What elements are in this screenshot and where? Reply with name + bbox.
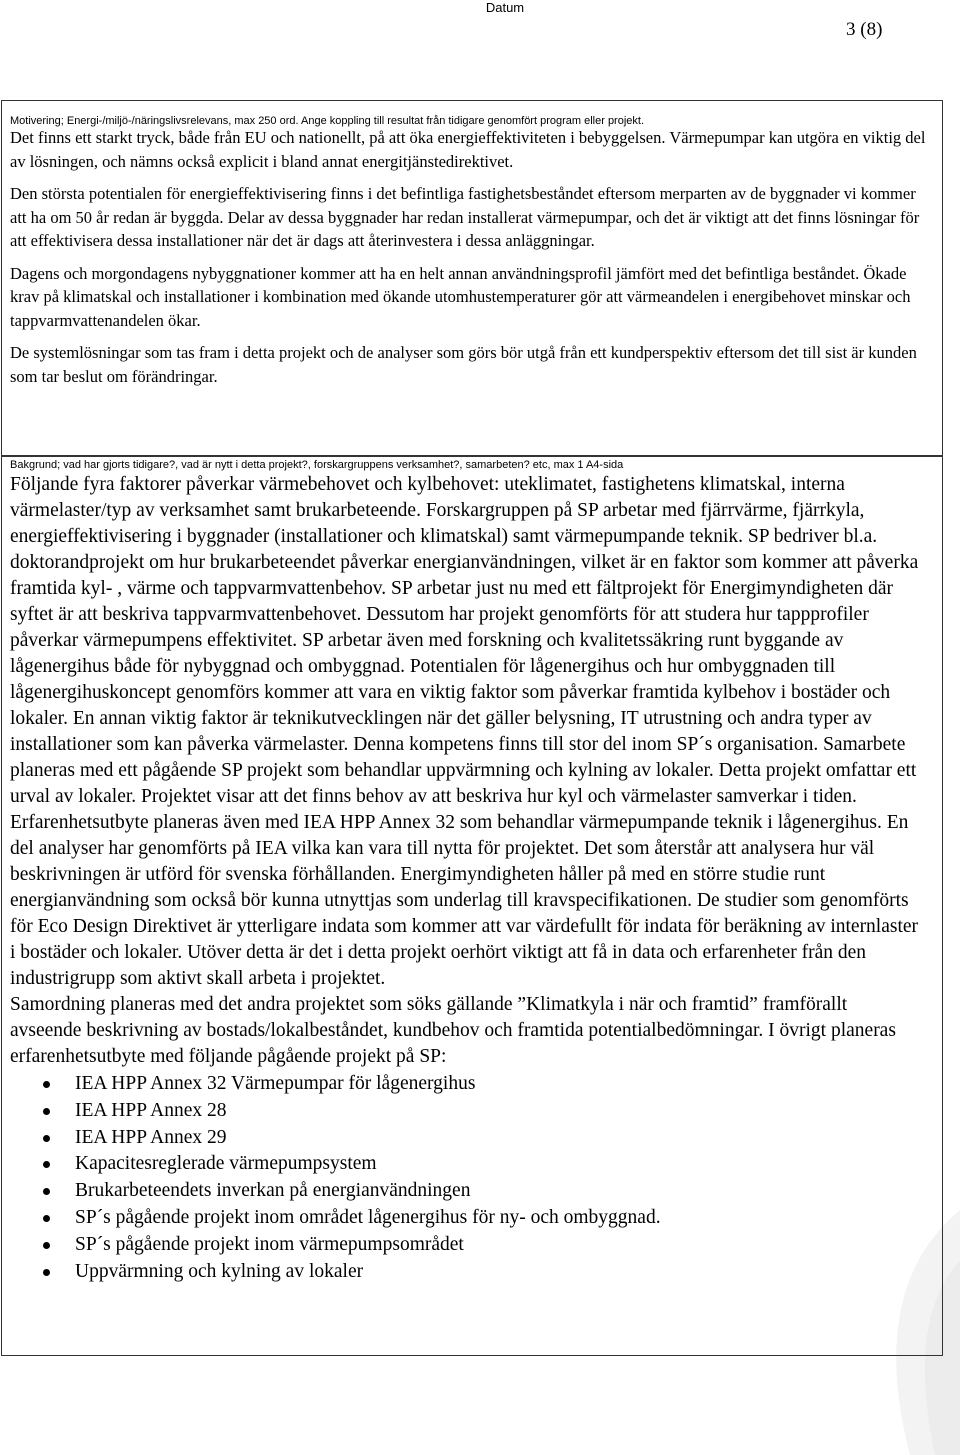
list-item — [10, 1098, 942, 1125]
list-item — [10, 1151, 942, 1178]
motivation-paragraph: Den största potentialen för energieffektivisering finns i det befintliga fastighetsbeståndet eftersom merparten av de byggnader vi kommer att ha om 50 år redan är byggda. Delar av dessa byggnader har redan installerat värmepumpar, och det är viktigt att det finns lösningar för att effektivisera dessa installationer när det är dags att återinvestera i dessa anläggningar. — [10, 184, 920, 250]
bullet-icon — [43, 1108, 50, 1115]
background-section — [1, 456, 943, 1356]
list-item — [10, 1178, 942, 1205]
list-item-text: IEA HPP Annex 32 Värmepumpar för lågenergihus — [75, 1073, 476, 1094]
motivation-section — [1, 100, 943, 456]
list-item-text: Uppvärmning och kylning av lokaler — [75, 1260, 364, 1282]
background-section-label: Bakgrund; vad har gjorts tidigare?, vad är nytt i detta projekt?, forskargruppens verksamhet?, samarbeten? etc, max 1 A4-sida — [10, 459, 624, 471]
header-date-label: Datum — [485, 0, 525, 15]
list-item — [10, 1232, 942, 1259]
background-paragraph: Följande fyra faktorer påverkar värmebehovet och kylbehovet: uteklimatet, fastighetens klimatskal, interna värmelaster/typ av verksamhet samt brukarbeteende. Forskargruppen på SP arbetar med fjärrvärme, fjärrkyla, energieffektivisering i byggnader (installationer och klimatskal) samt värmepumpande teknik. SP bedriver bl.a. doktorandprojekt om hur brukarbeteendet påverkar energianvändningen, vilket är en faktor som kommer att påverka framtida kyl- , värme och tappvarmvattenbehov. SP arbetar just nu med ett fältprojekt för Energimyndigheten där syftet är att beskriva tappvarmvattenbehovet. Dessutom har projekt genomförts för att studera hur tappprofiler påverkar värmepumpens effektivitet. SP arbetar även med forskning och kvalitetssäkring runt byggande av lågenergihus både för nybyggnad och ombyggnad. Potentialen för lågenergihus och hur ombyggnaden till lågenergihuskoncept genomförs kommer att vara en viktig faktor som påverkar framtida kylbehov i bostäder och lokaler. En annan viktig faktor är teknikutvecklingen när det gäller belysning, IT utrustning och andra typer av installationer som kan påverka värmelaster. Denna kompetens finns till stor del inom SP´s organisation. Samarbete planeras med ett pågående SP projekt som behandlar uppvärmning och kylning av lokaler. Detta projekt omfattar ett urval av lokaler. Projektet visar att det finns behov av att beskriva hur kyl och värmelaster samverkar i tiden. Erfarenhetsutbyte planeras även med IEA HPP Annex 32 som behandlar värmepumpande teknik i lågenergihus. En del analyser har genomförts på IEA vilka kan vara till nytta för projektet. Det som återstår att analysera hur väl beskrivningen är utförd för svenska förhållanden. Energimyndigheten håller på med en större studie runt energianvändning som också bör kunna utnyttjas som underlag till kravspecifikationen. De studier som genomförts för Eco Design Direktivet är ytterligare indata som kommer att var värdefullt för indata för beräkning av internlaster i bostäder och lokaler. Utöver detta är det i detta projekt oerhört viktigt att få in data och erfarenheter från den industrigrupp som aktivt skall arbeta i projektet. — [10, 474, 919, 989]
list-item-text: SP´s pågående projekt inom värmepumpsområdet — [75, 1233, 464, 1255]
list-item — [10, 1205, 942, 1232]
bullet-icon — [43, 1161, 50, 1168]
bullet-icon — [43, 1188, 50, 1195]
motivation-paragraph: De systemlösningar som tas fram i detta projekt och de analyser som görs bör utgå från ett kundperspektiv eftersom det till sist är kunden som tar beslut om förändringar. — [10, 343, 917, 386]
bullet-icon — [43, 1215, 50, 1222]
list-item — [10, 1125, 942, 1152]
bullet-icon — [43, 1242, 50, 1249]
page-number: 3 (8) — [846, 19, 883, 40]
motivation-paragraph: Det finns ett starkt tryck, både från EU och nationellt, på att öka energieffektiviteten i bebyggelsen. Värmepumpar kan utgöra en viktig del av lösningen, och nämns också explicit i bland annat energitjänstedirektivet. — [10, 128, 926, 171]
motivation-paragraph: Dagens och morgondagens nybyggnationer kommer att ha en helt annan användningsprofil jämfört med det befintliga beståndet. Ökade krav på klimatskal och installationer i kombination med ökande utomhustemperaturer gör att värmeandelen i energibehovet minskar och tappvarmvattenandelen ökar. — [10, 263, 911, 330]
bullet-icon — [43, 1269, 50, 1276]
background-paragraph: Samordning planeras med det andra projektet som söks gällande ”Klimatkyla i när och framtid” framförallt avseende beskrivning av bostads/lokalbeståndet, kundbehov och framtida potentialbedömningar. I övrigt planeras erfarenhetsutbyte med följande pågående projekt på SP: — [10, 994, 896, 1067]
bullet-icon — [43, 1081, 50, 1088]
list-item-text: IEA HPP Annex 29 — [75, 1126, 227, 1148]
ongoing-projects-list — [10, 1071, 942, 1285]
list-item-text: Kapacitesreglerade värmepumpsystem — [75, 1153, 377, 1175]
motivation-section-label: Motivering; Energi-/miljö-/näringslivsrelevans, max 250 ord. Ange koppling till resultat från tidigare genomfört program eller projekt. — [10, 115, 645, 127]
bullet-icon — [43, 1135, 50, 1142]
list-item — [10, 1071, 942, 1098]
list-item-text: IEA HPP Annex 28 — [75, 1099, 227, 1121]
list-item-text: SP´s pågående projekt inom området lågenergihus för ny- och ombyggnad. — [75, 1206, 661, 1228]
list-item — [10, 1259, 942, 1286]
list-item-text: Brukarbeteendets inverkan på energianvändningen — [75, 1180, 471, 1202]
